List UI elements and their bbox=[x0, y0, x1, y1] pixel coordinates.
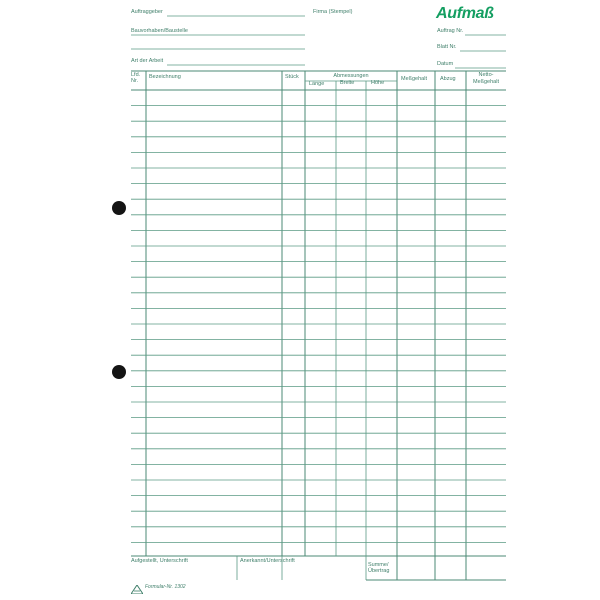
punch-hole-upper bbox=[112, 201, 126, 215]
punch-hole-lower bbox=[112, 365, 126, 379]
col-laenge-header: Länge bbox=[309, 81, 325, 87]
aufgestellt-unterschrift-label: Aufgestellt, Unterschrift bbox=[131, 558, 188, 564]
form-title: Aufmaß bbox=[436, 5, 494, 22]
art-der-arbeit-label: Art der Arbeit bbox=[131, 58, 164, 64]
datum-label: Datum bbox=[437, 61, 454, 67]
uebertrag-label: Übertrag bbox=[368, 568, 390, 574]
col-lfd-label: Lfd. bbox=[131, 72, 141, 78]
publisher-logo-icon bbox=[131, 581, 143, 599]
col-bezeichnung-header: Bezeichnung bbox=[149, 74, 181, 80]
col-netto-header-2: Meßgehalt bbox=[473, 79, 499, 85]
anerkannt-unterschrift-label: Anerkannt/Unterschrift bbox=[240, 558, 295, 564]
auftraggeber-label: Auftraggeber bbox=[131, 9, 163, 15]
col-hoehe-header: Höhe bbox=[371, 80, 385, 86]
col-abzug-header: Abzug bbox=[440, 76, 456, 82]
summe-label: Summe/ bbox=[368, 562, 389, 568]
col-messgehalt-header: Meßgehalt bbox=[401, 76, 427, 82]
firma-stempel-label: Firma (Stempel) bbox=[313, 9, 353, 15]
col-abmessungen-header: Abmessungen bbox=[333, 73, 369, 79]
col-breite-header: Breite bbox=[340, 80, 355, 86]
col-nr-label: Nr. bbox=[131, 78, 139, 84]
col-netto-header-1: Netto- bbox=[478, 72, 494, 78]
auftrag-nr-label: Auftrag Nr. bbox=[437, 28, 464, 34]
blatt-nr-label: Blatt Nr. bbox=[437, 44, 457, 50]
bauvorhaben-label: Bauvorhaben/Baustelle bbox=[131, 28, 188, 34]
form-number-text: Formular-Nr. 1302 bbox=[145, 584, 186, 590]
col-stueck-header: Stück bbox=[285, 74, 299, 80]
